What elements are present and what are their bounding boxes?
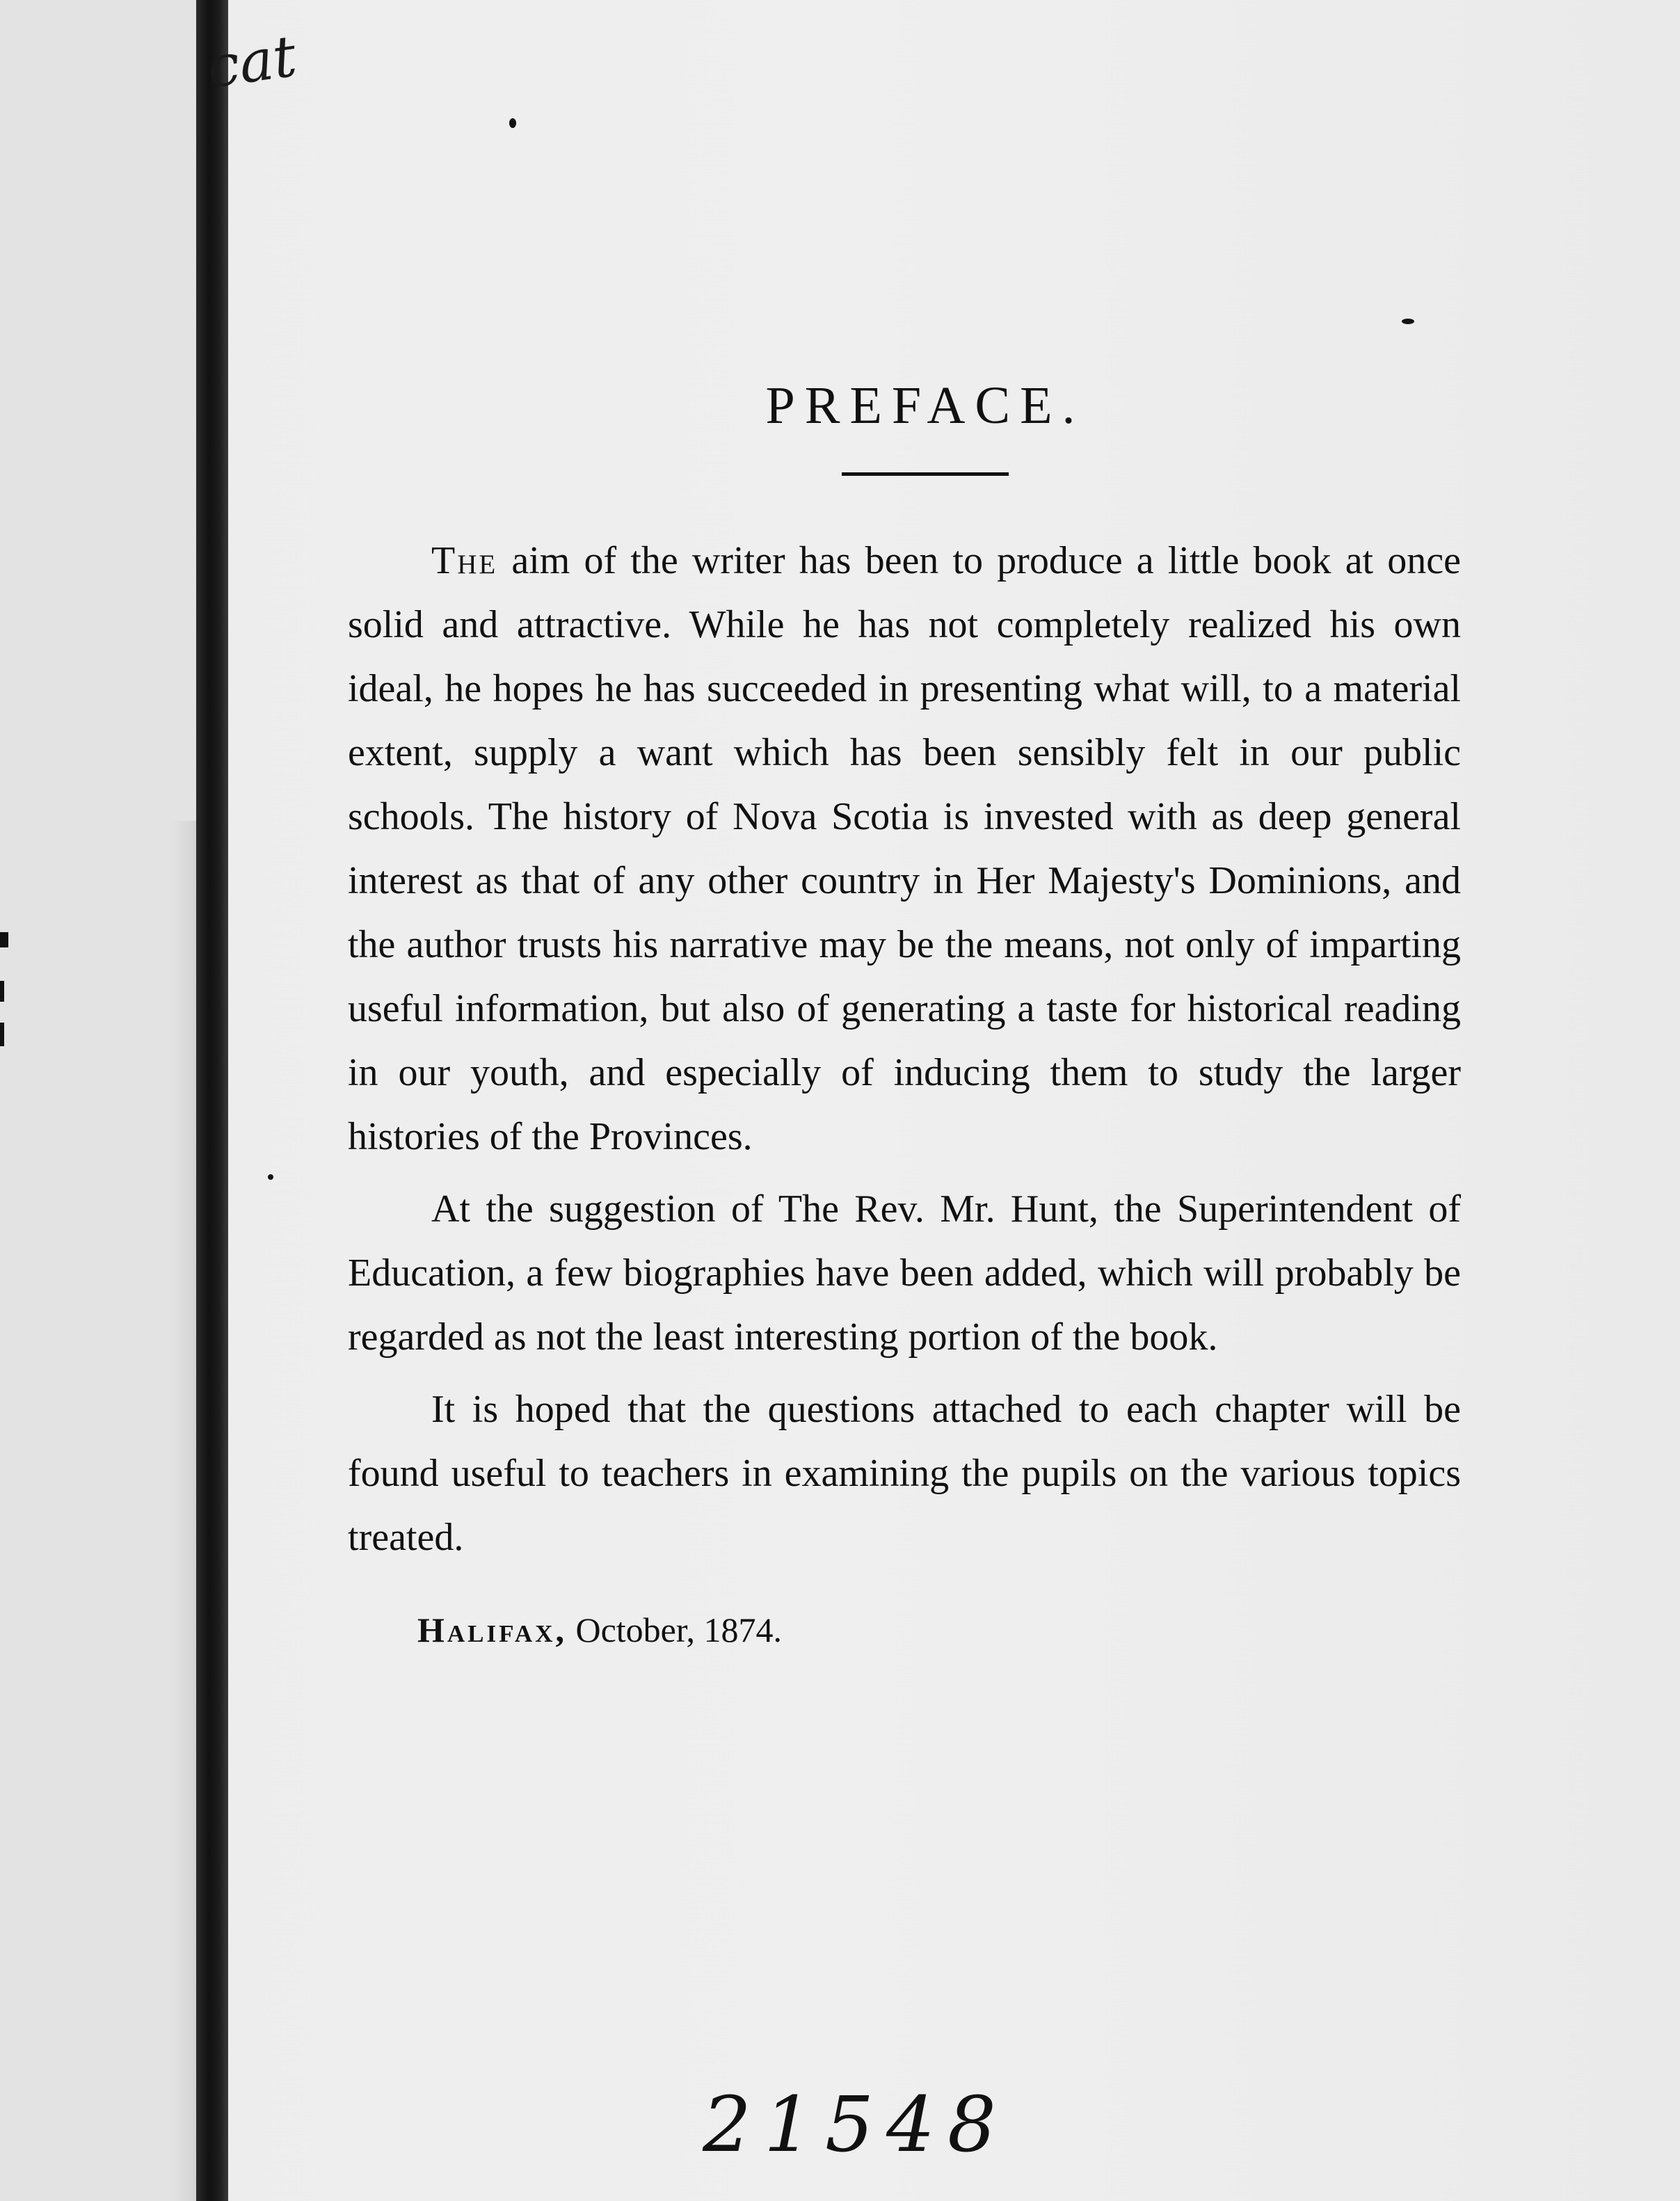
dateline-date: October, 1874. [566,1610,783,1649]
catalog-number: 21548 [703,2080,1009,2169]
paragraph-text: It is hoped that the questions attached to each chapter will be found useful to teachers in examining the pupils on the various topics treated. [348,1388,1461,1559]
paragraph-text: aim of the writer has been to produce a little book at once solid and attractive. While he has not completely realized his own ideal, he hopes he has succeeded in presenting what will, to a material extent, supply a want which has been sensibly felt in our public schools. The history of Nova Scotia is invested with as deep general interest as that of any other country in Her Majesty's Dominions, and the author trusts his narrative may be the means, not only of imparting useful information, but also of generating a taste for historical reading in our youth, and especially of inducing them to study the larger histories of the Provinces. [348,539,1461,1158]
preface-content [348,376,1461,1650]
facing-page-mark [0,981,4,1002]
ink-speck [268,1174,273,1180]
binding-shadow [170,821,198,2201]
facing-page-mark [0,1023,4,1046]
preface-paragraph [348,1377,1461,1569]
ink-speck [509,118,516,128]
facing-page-mark [0,932,8,947]
paragraph-lead: The [431,539,498,582]
dateline [417,1610,1461,1650]
title-rule [842,472,1009,476]
margin-note: cat [203,23,301,102]
paragraph-text: At the suggestion of The Rev. Mr. Hunt, the Superintendent of Education, a few biographies have been added, which will probably be regarded as not the least interesting portion of the book. [348,1187,1461,1359]
page-title: PREFACE. [765,376,1085,435]
preface-paragraph [348,1177,1461,1369]
ink-speck [1402,319,1414,324]
facing-page-edge [0,0,196,2201]
binding-edge [196,0,228,2201]
dateline-place: Halifax, [417,1610,567,1649]
preface-paragraph [348,529,1461,1169]
